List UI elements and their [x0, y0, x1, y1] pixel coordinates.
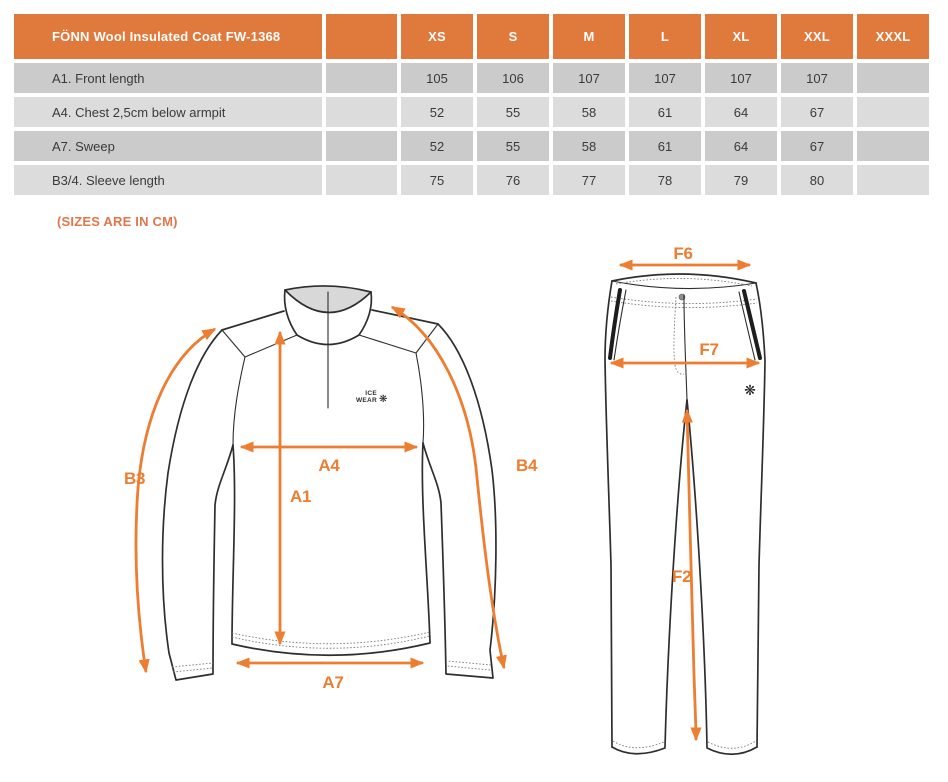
pants-dimension-arrows — [611, 244, 759, 740]
value-cell: 107 — [629, 63, 701, 93]
left-sleeve — [163, 330, 234, 680]
a4-label: A4 — [318, 456, 340, 475]
value-cell: 106 — [477, 63, 549, 93]
b3-arrow — [136, 329, 215, 672]
right-hem-stitch — [708, 741, 756, 748]
a7-label: A7 — [322, 673, 344, 692]
left-leg-hem — [612, 747, 665, 754]
a1-label: A1 — [290, 487, 312, 506]
value-cell: 107 — [553, 63, 625, 93]
left-pocket-trim — [610, 290, 620, 358]
size-table-header — [14, 14, 929, 59]
size-header-s: S — [477, 14, 549, 59]
size-table-body — [14, 63, 929, 195]
size-header-xl: XL — [705, 14, 777, 59]
blank-cell — [326, 97, 397, 127]
value-cell: 107 — [781, 63, 853, 93]
blank-cell — [326, 165, 397, 195]
right-raglan-seam — [359, 324, 438, 443]
jacket-measurement-diagram — [100, 248, 560, 692]
value-cell: 107 — [705, 63, 777, 93]
value-cell: 76 — [477, 165, 549, 195]
value-cell: 105 — [401, 63, 473, 93]
logo-text-ice: ICE — [365, 390, 377, 397]
value-cell — [857, 131, 929, 161]
row-label: A1. Front length — [14, 63, 322, 93]
f6-label: F6 — [673, 244, 693, 263]
value-cell: 52 — [401, 131, 473, 161]
value-cell: 61 — [629, 97, 701, 127]
value-cell: 67 — [781, 97, 853, 127]
left-hem-stitch — [613, 741, 664, 748]
snowflake-icon: ❋ — [744, 383, 756, 399]
b3-label: B3 — [124, 469, 146, 488]
header-row — [14, 14, 929, 59]
waist-opening-back — [612, 281, 756, 289]
left-cuff-stitch — [172, 663, 213, 672]
value-cell: 58 — [553, 97, 625, 127]
row-label: B3/4. Sleeve length — [14, 165, 322, 195]
size-header-xs: XS — [401, 14, 473, 59]
value-cell: 75 — [401, 165, 473, 195]
logo-text-wear: WEAR — [355, 397, 377, 404]
value-cell: 58 — [553, 131, 625, 161]
left-raglan-seam — [222, 330, 297, 445]
table-row — [14, 131, 929, 161]
pants-measurement-diagram — [570, 235, 800, 775]
jacket-drawing — [163, 286, 496, 680]
right-cuff-stitch — [447, 661, 491, 670]
pants-drawing — [605, 274, 765, 754]
b4-label: B4 — [516, 456, 538, 475]
row-label: A4. Chest 2,5cm below armpit — [14, 97, 322, 127]
f7-label: F7 — [699, 340, 719, 359]
hem-stitch — [232, 632, 430, 648]
product-title: FÖNN Wool Insulated Coat FW-1368 — [14, 14, 322, 59]
value-cell: 79 — [705, 165, 777, 195]
value-cell: 61 — [629, 131, 701, 161]
value-cell: 67 — [781, 131, 853, 161]
jacket-dimension-arrows — [124, 307, 538, 692]
value-cell — [857, 63, 929, 93]
value-cell: 55 — [477, 97, 549, 127]
value-cell: 52 — [401, 97, 473, 127]
value-cell: 80 — [781, 165, 853, 195]
size-header-l: L — [629, 14, 701, 59]
b4-arrow — [392, 307, 504, 668]
row-label: A7. Sweep — [14, 131, 322, 161]
blank-header-cell — [326, 14, 397, 59]
units-note: (SIZES ARE IN CM) — [57, 214, 178, 229]
size-table — [10, 10, 933, 199]
table-row — [14, 63, 929, 93]
size-header-m: M — [553, 14, 625, 59]
icewear-logo — [356, 390, 387, 405]
value-cell: 55 — [477, 131, 549, 161]
blank-cell — [326, 63, 397, 93]
f2-label: F2 — [672, 567, 692, 586]
value-cell — [857, 97, 929, 127]
value-cell: 64 — [705, 131, 777, 161]
size-header-xxl: XXL — [781, 14, 853, 59]
value-cell: 78 — [629, 165, 701, 195]
value-cell: 64 — [705, 97, 777, 127]
value-cell: 77 — [553, 165, 625, 195]
fly-center-line — [684, 295, 687, 400]
table-row — [14, 97, 929, 127]
size-header-xxxl: XXXL — [857, 14, 929, 59]
blank-cell — [326, 131, 397, 161]
left-shoulder-seam — [222, 311, 284, 330]
value-cell — [857, 165, 929, 195]
snowflake-icon: ❋ — [379, 394, 388, 405]
right-sleeve — [423, 324, 496, 678]
table-row — [14, 165, 929, 195]
